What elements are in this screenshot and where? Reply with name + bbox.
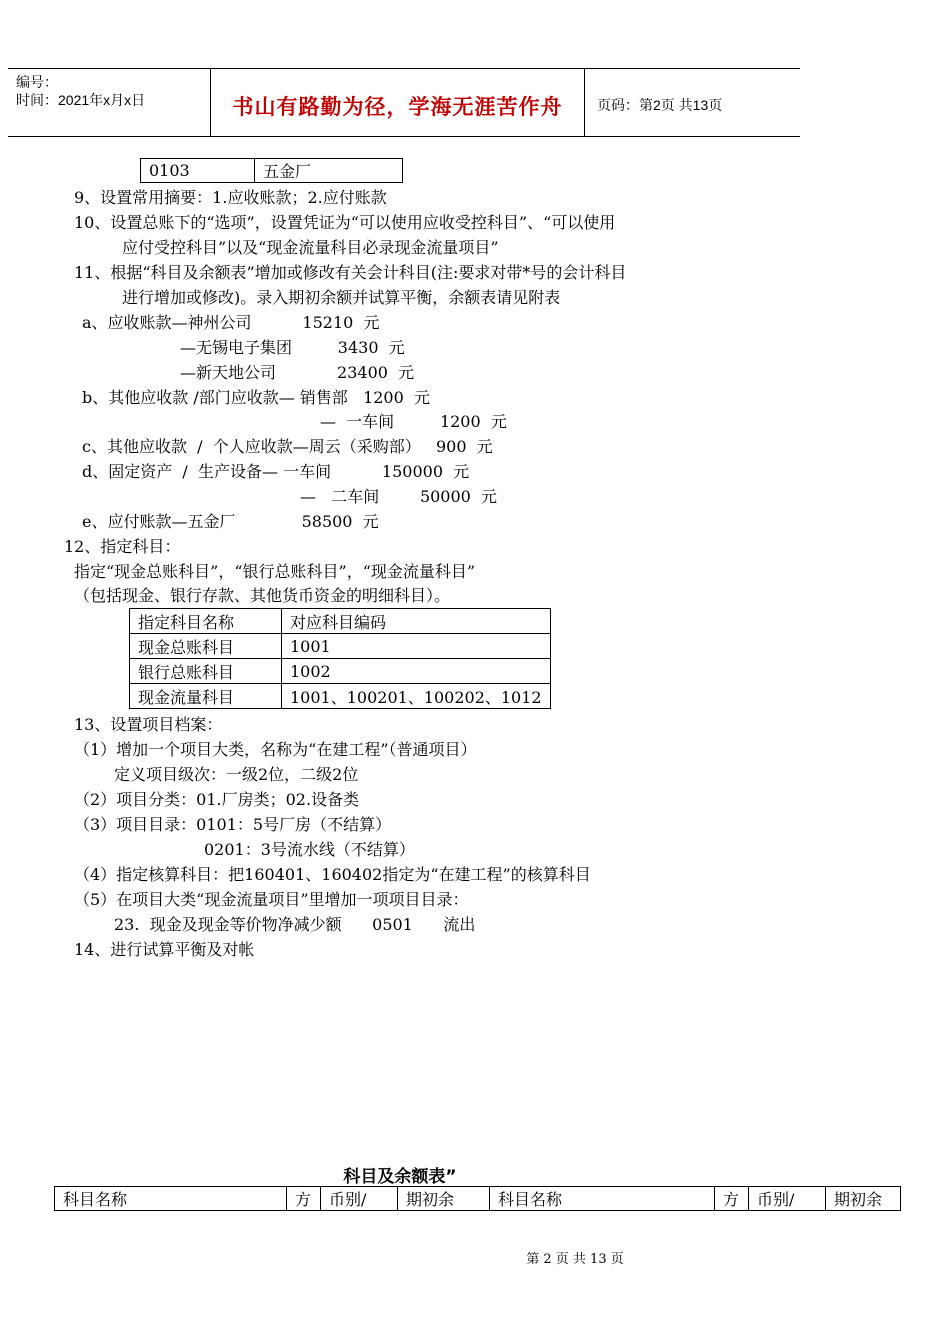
line-b2: — 一车间 1200 元 — [320, 412, 507, 431]
item-11: 11、根据“科目及余额表”增加或修改有关会计科目(注:要求对带*号的会计科目 — [74, 263, 627, 282]
item-13-5b: 23. 现金及现金等价物净减少额 0501 流出 — [114, 915, 476, 934]
cell: 银行总账科目 — [130, 659, 282, 684]
table-row — [130, 659, 551, 684]
item-10: 10、设置总账下的“选项”，设置凭证为“可以使用应收受控科目”、“可以使用 — [74, 213, 616, 232]
supplier-name: 五金厂 — [255, 159, 403, 183]
number-label: 编号： — [16, 74, 58, 90]
page-header — [8, 68, 800, 137]
header-meta-cell — [8, 69, 211, 136]
cell: 1001 — [282, 634, 551, 659]
item-12-note: （包括现金、银行存款、其他货币资金的明细科目）。 — [74, 586, 451, 605]
col-header: 方 — [715, 1187, 749, 1211]
item-13-3b: 0201：3号流水线（不结算） — [204, 840, 415, 859]
col-header: 科目名称 — [55, 1187, 287, 1211]
item-13-1b: 定义项目级次：一级2位，二级2位 — [114, 765, 359, 784]
cell: 现金总账科目 — [130, 634, 282, 659]
line-e: e、应付账款—五金厂 58500 元 — [82, 512, 379, 531]
table-row — [130, 634, 551, 659]
col-header: 期初余 — [826, 1187, 901, 1211]
item-13-5: （5）在项目大类“现金流量项目”里增加一项项目目录： — [74, 890, 469, 909]
item-14: 14、进行试算平衡及对帐 — [74, 940, 255, 959]
item-13-4: （4）指定核算科目：把160401、160402指定为“在建工程”的核算科目 — [74, 865, 591, 884]
item-11-cont: 进行增加或修改)。录入期初余额并试算平衡，余额表请见附表 — [122, 288, 561, 307]
header-motto-cell — [211, 69, 585, 136]
page-info: 页码：第2页 共13页 — [597, 97, 723, 113]
col-header: 科目名称 — [490, 1187, 715, 1211]
table-header-row — [130, 609, 551, 634]
item-13-3: （3）项目目录：0101：5号厂房（不结算） — [74, 815, 392, 834]
line-c: c、其他应收款 / 个人应收款—周云（采购部） 900 元 — [82, 437, 493, 456]
designated-accounts-table — [129, 608, 551, 709]
col-header-code: 对应科目编码 — [282, 609, 551, 634]
line-b: b、其他应收款 /部门应收款— 销售部 1200 元 — [82, 388, 430, 407]
balance-table — [54, 1186, 901, 1211]
line-d: d、固定资产 / 生产设备— 一车间 150000 元 — [82, 462, 470, 481]
col-header: 期初余 — [398, 1187, 490, 1211]
line-a2: —无锡电子集团 3430 元 — [180, 338, 405, 357]
line-a3: —新天地公司 23400 元 — [180, 363, 415, 382]
time-label: 时间：2021年x月x日 — [16, 92, 146, 108]
table-header-row — [55, 1187, 901, 1211]
header-page-cell — [585, 69, 800, 136]
table-row — [141, 159, 403, 183]
table-row — [130, 684, 551, 709]
cell: 1002 — [282, 659, 551, 684]
col-header-name: 指定科目名称 — [130, 609, 282, 634]
col-header: 方 — [287, 1187, 321, 1211]
item-13: 13、设置项目档案： — [74, 715, 223, 734]
line-a: a、应收账款—神州公司 15210 元 — [82, 313, 380, 332]
item-9: 9、设置常用摘要：1.应收账款；2.应付账款 — [74, 188, 387, 207]
item-12-desc: 指定“现金总账科目”，“银行总账科目”，“现金流量科目” — [74, 562, 476, 581]
page-footer: 第 2 页 共 13 页 — [526, 1252, 624, 1267]
item-12: 12、指定科目： — [64, 537, 181, 556]
item-13-1: （1）增加一个项目大类，名称为“在建工程”（普通项目） — [74, 740, 477, 759]
motto-text: 书山有路勤为径，学海无涯苦作舟 — [232, 95, 563, 119]
supplier-code: 0103 — [141, 159, 255, 183]
cell: 现金流量科目 — [130, 684, 282, 709]
col-header: 币别/ — [749, 1187, 826, 1211]
line-d2: — 二车间 50000 元 — [300, 487, 498, 506]
cell: 1001、100201、100202、1012 — [282, 684, 551, 709]
col-header: 币别/ — [321, 1187, 398, 1211]
item-10-cont: 应付受控科目”以及“现金流量科目必录现金流量项目” — [122, 238, 499, 257]
item-13-2: （2）项目分类：01.厂房类；02.设备类 — [74, 790, 360, 809]
supplier-table — [140, 158, 403, 183]
balance-table-title: 科目及余额表” — [343, 1167, 457, 1187]
